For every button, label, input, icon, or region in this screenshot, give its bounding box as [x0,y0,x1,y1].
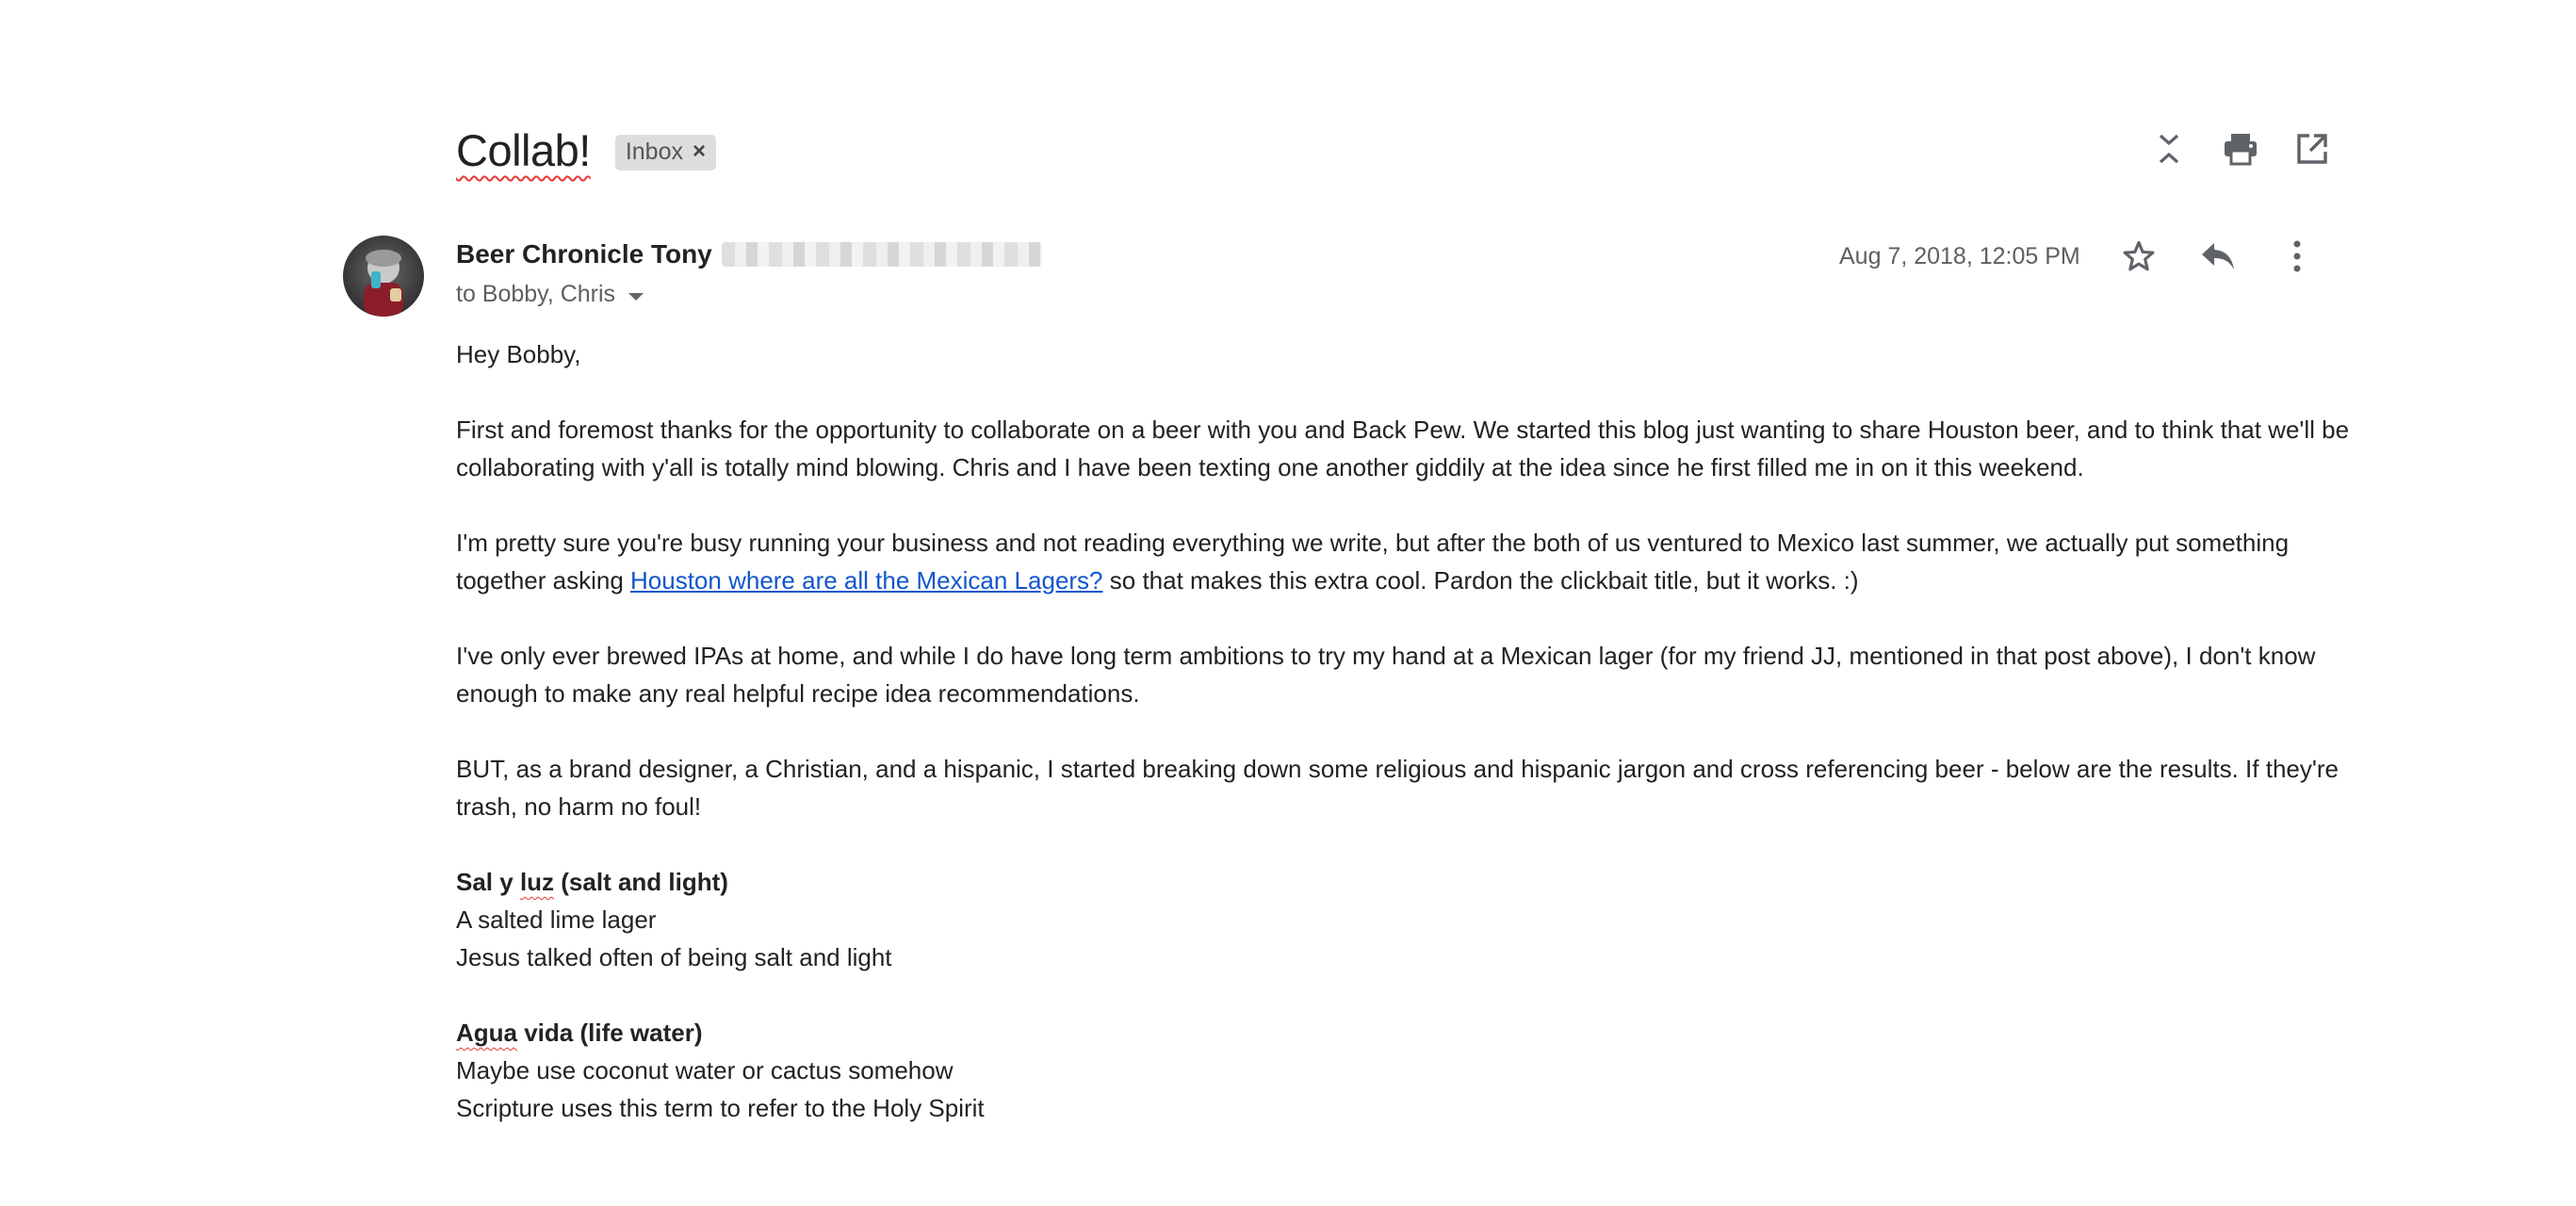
beer-idea-1-title [456,868,728,896]
star-icon[interactable] [2118,236,2160,277]
reply-icon[interactable] [2197,236,2239,277]
beer-idea-1-line-1: A salted lime lager [456,905,657,934]
sender-name[interactable]: Beer Chronicle Tony [456,239,712,269]
beer-idea-1-title-spellcheck: luz [519,868,555,896]
article-link[interactable]: Houston where are all the Mexican Lagers? [630,566,1103,595]
beer-idea-1 [456,863,2378,976]
beer-idea-2-title [456,1019,703,1047]
paragraph-2-text-b: so that makes this extra cool. Pardon the clickbait title, but it works. :) [1102,566,1859,595]
message-date: Aug 7, 2018, 12:05 PM [1839,242,2080,269]
beer-idea-2-title-spellcheck: Agua [456,1019,517,1047]
email-subject: Collab! [456,125,591,175]
greeting: Hey Bobby, [456,340,581,368]
message-meta [1839,236,2318,277]
thread-actions [2148,128,2333,170]
paragraph-2-text-a: I'm pretty sure you're busy running your business and not reading everything we write, but after the both of us ventured to Mexico last summer, we actually put something together asking [456,529,2290,595]
paragraph-3: I've only ever brewed IPAs at home, and while I do have long term ambitions to try my hand at a Mexican lager (for my friend JJ, mentioned in that post above), I don't know enough to make any real helpful recipe idea recommendations. [456,642,2316,708]
message-body [456,335,2378,1165]
print-icon[interactable] [2220,128,2261,170]
sender-email-redacted [722,242,1042,267]
remove-label-icon[interactable]: × [692,139,706,164]
beer-idea-2 [456,1014,2378,1127]
beer-idea-1-title-part: (salt and light) [554,868,728,896]
inbox-label-chip[interactable] [615,135,716,171]
sender-avatar[interactable] [343,236,424,317]
beer-idea-2-line-2: Scripture uses this term to refer to the Holy Spirit [456,1094,985,1122]
sender-info [456,239,1042,269]
recipients-row [456,281,644,308]
show-details-dropdown-icon[interactable] [628,293,644,301]
paragraph-1: First and foremost thanks for the opportunity to collaborate on a beer with you and Back Pew. We started this blog just wanting to share Houston beer, and to think that we'll be collaborating with y'all is totally mind blowing. Chris and I have been texting one another giddily at the idea since he first filled me in on it this weekend. [456,416,2350,481]
beer-idea-2-title-part: vida (life water) [517,1019,703,1047]
paragraph-2 [456,524,2378,599]
thread-header [456,124,716,176]
recipients-text: to Bobby, Chris [456,281,616,307]
expand-collapse-all-icon[interactable] [2148,128,2190,170]
open-new-window-icon[interactable] [2291,128,2333,170]
beer-idea-1-line-2: Jesus talked often of being salt and light [456,943,892,971]
label-chip-text: Inbox [625,138,683,165]
more-options-icon[interactable] [2276,236,2318,277]
beer-idea-2-line-1: Maybe use coconut water or cactus somehow [456,1056,954,1084]
paragraph-4: BUT, as a brand designer, a Christian, and a hispanic, I started breaking down some religious and hispanic jargon and cross referencing beer - below are the results. If they're trash, no harm no foul! [456,755,2339,821]
beer-idea-1-title-part: Sal y [456,868,520,896]
